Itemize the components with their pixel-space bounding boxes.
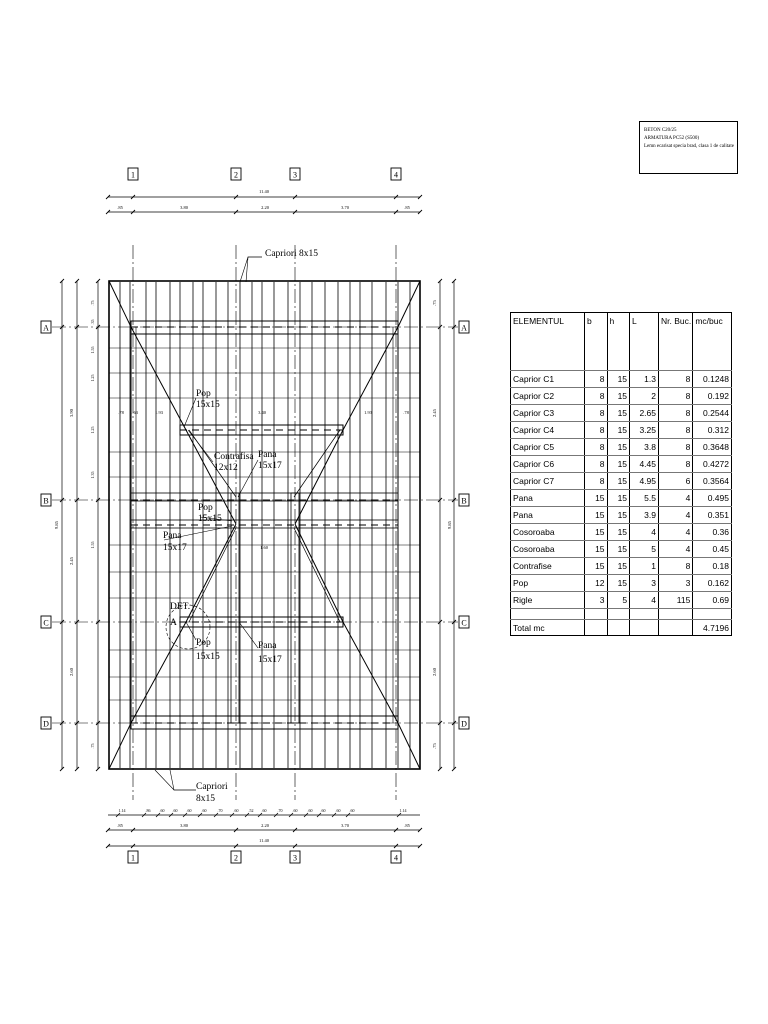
- cell-b: 8: [585, 422, 608, 439]
- dim-run-6: .78: [403, 410, 409, 415]
- axis-label-1-top: 1: [131, 170, 135, 180]
- dim-right-small-2: 2.45: [432, 409, 437, 417]
- dim-top-seg-1: .85: [117, 205, 123, 210]
- cell-empty: [607, 609, 630, 620]
- cell-mc-buc: 0.3648: [693, 439, 732, 456]
- dim-left-small: .75: [90, 300, 95, 306]
- cell-b: 3: [585, 592, 608, 609]
- dim-bottom-seg-1: .85: [117, 823, 123, 828]
- dim-bottom-total: 11.40: [259, 838, 269, 843]
- cell-mc-buc: 0.351: [693, 507, 732, 524]
- cell-h: 15: [607, 507, 630, 524]
- cell-l: 1: [630, 558, 659, 575]
- dim-rafter-spacing: .86: [145, 808, 151, 813]
- bill-of-materials-table: [510, 312, 732, 636]
- cell-l: 3.25: [630, 422, 659, 439]
- cell-mc-buc: 0.192: [693, 388, 732, 405]
- table-row: [511, 524, 732, 541]
- dim-center-span: 1.60: [260, 545, 268, 550]
- cell-element: Cosoroaba: [511, 524, 585, 541]
- cell-b: 15: [585, 490, 608, 507]
- dim-rafter-spacing: .60: [201, 808, 207, 813]
- cell-mc-buc: 0.69: [693, 592, 732, 609]
- dim-rafter-spacing: .70: [277, 808, 283, 813]
- table-row: [511, 473, 732, 490]
- cell-b: 8: [585, 456, 608, 473]
- dim-run-1: .78: [118, 410, 124, 415]
- cell-h: 15: [607, 371, 630, 388]
- dim-top-seg-3: 2.20: [261, 205, 269, 210]
- cell-h: 15: [607, 388, 630, 405]
- note-rebar: ARMATURA PC52 (S500): [644, 136, 700, 141]
- header-nr-buc: Nr. Buc.: [659, 313, 693, 371]
- axis-label-a-left: A: [43, 323, 49, 333]
- header-l: L: [630, 313, 659, 371]
- dim-rafter-spacing: .60: [261, 808, 267, 813]
- cell-b: 15: [585, 507, 608, 524]
- cell-element: Caprior C7: [511, 473, 585, 490]
- dim-left-inner-3: 2.60: [69, 668, 74, 676]
- header-b: b: [585, 313, 608, 371]
- cell-mc-buc: 0.4272: [693, 456, 732, 473]
- cell-nr-buc: 8: [659, 439, 693, 456]
- table-row: [511, 371, 732, 388]
- table-header-row: [511, 313, 732, 371]
- dim-rafter-spacing: .60: [172, 808, 178, 813]
- cell-b: 15: [585, 558, 608, 575]
- cell-nr-buc: 8: [659, 558, 693, 575]
- dim-left-small: .35: [90, 319, 95, 325]
- cell-element: Caprior C2: [511, 388, 585, 405]
- axis-label-4-bottom: 4: [394, 853, 398, 863]
- dim-bottom-seg-4: 3.70: [341, 823, 349, 828]
- dim-left-inner-1: 3.90: [69, 409, 74, 417]
- dim-top-seg-5: .85: [404, 205, 410, 210]
- dim-right-small-4: .75: [432, 743, 437, 749]
- axis-label-c-right: C: [461, 618, 467, 628]
- cell-nr-buc: 8: [659, 456, 693, 473]
- total-label: Total mc: [511, 620, 585, 636]
- dim-left-small: 1.55: [90, 346, 95, 354]
- axis-label-2-top: 2: [234, 170, 238, 180]
- dim-rafter-spacing: .60: [292, 808, 298, 813]
- dim-run-2: 1.63: [130, 410, 138, 415]
- cell-empty: [630, 620, 659, 636]
- cell-h: 15: [607, 575, 630, 592]
- cell-h: 15: [607, 524, 630, 541]
- cell-l: 1.3: [630, 371, 659, 388]
- dim-rafter-spacing: .60: [307, 808, 313, 813]
- cell-mc-buc: 0.18: [693, 558, 732, 575]
- total-value: 4.7196: [693, 620, 732, 636]
- table-row: [511, 405, 732, 422]
- dim-run-4: 3.40: [258, 410, 266, 415]
- cell-element: Pana: [511, 507, 585, 524]
- dim-left-small: 1.25: [90, 374, 95, 382]
- label-pop-a-size: 15x15: [196, 400, 220, 410]
- cell-empty: [693, 609, 732, 620]
- label-pana-c-size: 15x17: [258, 655, 282, 665]
- table-blank-row: [511, 609, 732, 620]
- cell-element: Pana: [511, 490, 585, 507]
- axis-label-3-top: 3: [293, 170, 297, 180]
- label-contrafisa-size: 12x12: [214, 463, 238, 473]
- cell-b: 12: [585, 575, 608, 592]
- dim-rafter-spacing: .52: [248, 808, 254, 813]
- cell-mc-buc: 0.1248: [693, 371, 732, 388]
- cell-h: 5: [607, 592, 630, 609]
- cell-nr-buc: 8: [659, 422, 693, 439]
- axis-label-1-bottom: 1: [131, 853, 135, 863]
- dim-bottom-seg-5: .85: [404, 823, 410, 828]
- cell-l: 3.8: [630, 439, 659, 456]
- label-pana-a-size: 15x17: [258, 461, 282, 471]
- cell-element: Pop: [511, 575, 585, 592]
- cell-l: 2: [630, 388, 659, 405]
- label-contrafisa: Contrafisa: [214, 452, 254, 462]
- cell-l: 4.95: [630, 473, 659, 490]
- label-det-ref: A: [170, 618, 177, 628]
- cell-b: 15: [585, 524, 608, 541]
- label-pana-b: Pana: [163, 531, 182, 541]
- dim-right-outer: 9.85: [447, 521, 452, 529]
- axis-label-b-right: B: [461, 496, 467, 506]
- dim-left-small: 1.35: [90, 471, 95, 479]
- cell-empty: [585, 609, 608, 620]
- label-caprior-top: Capriori 8x15: [265, 249, 319, 259]
- axis-label-3-bottom: 3: [293, 853, 297, 863]
- table-row: [511, 490, 732, 507]
- cell-element: Rigle: [511, 592, 585, 609]
- cell-l: 5: [630, 541, 659, 558]
- cell-nr-buc: 8: [659, 371, 693, 388]
- cell-b: 8: [585, 371, 608, 388]
- dim-run-5: 1.93: [364, 410, 372, 415]
- cell-l: 4: [630, 592, 659, 609]
- cell-element: Caprior C6: [511, 456, 585, 473]
- dim-run-3: 1.93: [155, 410, 163, 415]
- cell-nr-buc: 4: [659, 524, 693, 541]
- dim-left-small: 1.55: [90, 541, 95, 549]
- dim-rafter-spacing: .60: [335, 808, 341, 813]
- table-row: [511, 575, 732, 592]
- label-pana-c: Pana: [258, 641, 277, 651]
- dim-rafter-spacing: .60: [186, 808, 192, 813]
- cell-nr-buc: 4: [659, 541, 693, 558]
- cell-h: 15: [607, 456, 630, 473]
- cell-l: 4: [630, 524, 659, 541]
- table-row: [511, 592, 732, 609]
- cell-empty: [511, 609, 585, 620]
- cell-empty: [630, 609, 659, 620]
- header-element: ELEMENTUL: [511, 313, 585, 371]
- cell-b: 15: [585, 541, 608, 558]
- cell-l: 4.45: [630, 456, 659, 473]
- cell-nr-buc: 6: [659, 473, 693, 490]
- cell-h: 15: [607, 490, 630, 507]
- cell-empty: [607, 620, 630, 636]
- cell-mc-buc: 0.312: [693, 422, 732, 439]
- dim-left-inner-2: 2.45: [69, 557, 74, 565]
- label-pana-b-size: 15x17: [163, 543, 187, 553]
- label-pop-c-size: 15x15: [196, 652, 220, 662]
- cell-l: 5.5: [630, 490, 659, 507]
- dim-right-small-1: .75: [432, 300, 437, 306]
- dim-right-small-3: 2.60: [432, 668, 437, 676]
- cell-empty: [585, 620, 608, 636]
- label-caprior-bottom: Capriori: [196, 782, 228, 792]
- cell-mc-buc: 0.495: [693, 490, 732, 507]
- dim-top-total: 11.40: [259, 189, 269, 194]
- cell-h: 15: [607, 405, 630, 422]
- axis-label-a-right: A: [461, 323, 467, 333]
- dim-top-seg-2: 3.80: [180, 205, 188, 210]
- dim-bottom-seg-3: 2.20: [261, 823, 269, 828]
- label-pop-b-size: 15x15: [198, 514, 222, 524]
- dim-bottom-seg-2: 3.80: [180, 823, 188, 828]
- cell-nr-buc: 8: [659, 405, 693, 422]
- cell-h: 15: [607, 473, 630, 490]
- cell-h: 15: [607, 558, 630, 575]
- cell-nr-buc: 8: [659, 388, 693, 405]
- dim-rafter-spacing: .70: [217, 808, 223, 813]
- dim-rafter-spacing: .60: [320, 808, 326, 813]
- table-row: [511, 388, 732, 405]
- cell-nr-buc: 115: [659, 592, 693, 609]
- table-row: [511, 439, 732, 456]
- note-concrete: BETON C20/25: [644, 128, 677, 133]
- dim-left-small: .75: [90, 743, 95, 749]
- cell-h: 15: [607, 439, 630, 456]
- dim-left-outer: 9.85: [54, 521, 59, 529]
- axis-label-d-left: D: [43, 719, 49, 729]
- cell-b: 8: [585, 405, 608, 422]
- label-pop-b: Pop: [198, 503, 213, 513]
- dim-rafter-spacing: .60: [233, 808, 239, 813]
- label-pop-a: Pop: [196, 389, 211, 399]
- material-notes: [639, 121, 738, 174]
- axis-label-d-right: D: [461, 719, 467, 729]
- axis-label-2-bottom: 2: [234, 853, 238, 863]
- cell-nr-buc: 4: [659, 507, 693, 524]
- cell-element: Caprior C1: [511, 371, 585, 388]
- header-mc-buc: mc/buc: [693, 313, 732, 371]
- cell-h: 15: [607, 541, 630, 558]
- cell-b: 8: [585, 439, 608, 456]
- cell-element: Caprior C5: [511, 439, 585, 456]
- dim-left-small: 1.25: [90, 426, 95, 434]
- cell-element: Caprior C3: [511, 405, 585, 422]
- label-pana-a: Pana: [258, 450, 277, 460]
- cell-element: Contrafise: [511, 558, 585, 575]
- axis-label-b-left: B: [43, 496, 49, 506]
- cell-mc-buc: 0.162: [693, 575, 732, 592]
- cell-nr-buc: 4: [659, 490, 693, 507]
- cell-nr-buc: 3: [659, 575, 693, 592]
- dim-rafter-spacing: 1.14: [399, 808, 407, 813]
- table-row: [511, 541, 732, 558]
- cell-mc-buc: 0.3564: [693, 473, 732, 490]
- cell-empty: [659, 609, 693, 620]
- cell-mc-buc: 0.36: [693, 524, 732, 541]
- label-pop-c: Pop: [196, 638, 211, 648]
- cell-l: 3.9: [630, 507, 659, 524]
- note-timber: Lemn ecarisat specia brad, clasa 1 de calitate: [644, 144, 734, 149]
- dim-rafter-spacing: .60: [159, 808, 165, 813]
- cell-b: 8: [585, 473, 608, 490]
- cell-h: 15: [607, 422, 630, 439]
- dim-rafter-spacing: .60: [349, 808, 355, 813]
- cell-mc-buc: 0.2544: [693, 405, 732, 422]
- table-row: [511, 507, 732, 524]
- table-row: [511, 558, 732, 575]
- dim-rafter-spacing: 1.14: [118, 808, 126, 813]
- label-caprior-bottom-size: 8x15: [196, 794, 215, 804]
- table-total-row: [511, 620, 732, 636]
- cell-element: Caprior C4: [511, 422, 585, 439]
- cell-element: Cosoroaba: [511, 541, 585, 558]
- label-det: DET.: [170, 602, 191, 612]
- table-row: [511, 456, 732, 473]
- cell-mc-buc: 0.45: [693, 541, 732, 558]
- header-h: h: [607, 313, 630, 371]
- axis-label-4-top: 4: [394, 170, 398, 180]
- dim-top-seg-4: 3.70: [341, 205, 349, 210]
- cell-l: 2.65: [630, 405, 659, 422]
- cell-empty: [659, 620, 693, 636]
- axis-label-c-left: C: [43, 618, 49, 628]
- cell-l: 3: [630, 575, 659, 592]
- cell-b: 8: [585, 388, 608, 405]
- table-row: [511, 422, 732, 439]
